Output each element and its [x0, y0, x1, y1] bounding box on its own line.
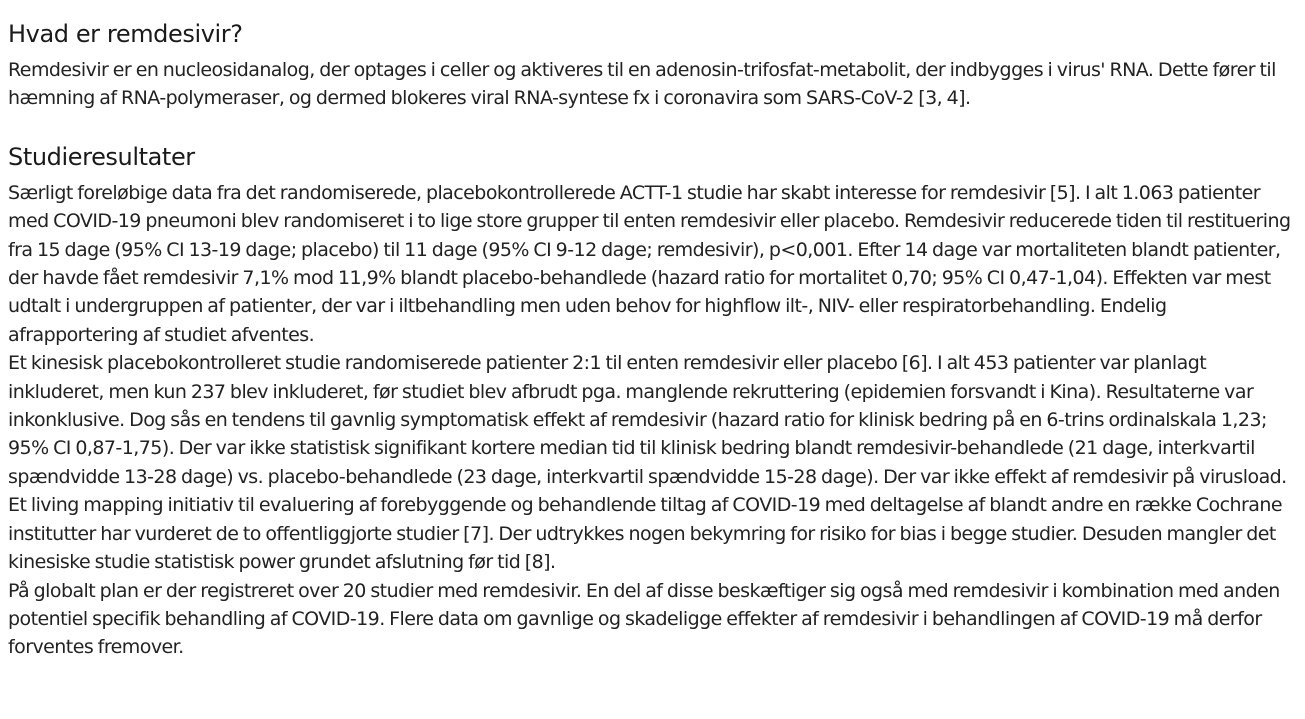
paragraph: Et kinesisk placebokontrolleret studie randomiserede patienter 2:1 til enten remdesivir eller placebo [6]. I alt 453 patienter var planlagt inkluderet, men kun 237 blev inkluderet, før studiet blev afbrudt pga. manglende rekruttering (epidemien forsvandt i Kina). Resultaterne var inkonklusive. Dog sås en tendens til gavnlig symptomatisk effekt af remdesivir (hazard ratio for klinisk bedring på en 6-trins ordinalskala 1,23; 95% CI 0,87-1,75). Der var ikke statistisk signifikant kortere median tid til klinisk bedring blandt remdesivir-behandlede (21 dage, interkvartil spændvidde 13-28 dage) vs. placebo-behandlede (23 dage, interkvartil spændvidde 15-28 dage). Der var ikke effekt af remdesivir på virusload. — [8, 352, 1287, 488]
section-what-is-remdesivir — [8, 16, 1297, 113]
section-heading: Hvad er remdesivir? — [8, 20, 243, 48]
paragraph: Særligt foreløbige data fra det randomiserede, placebokontrollerede ACTT-1 studie har skabt interesse for remdesivir [5]. I alt 1.063 patienter med COVID-19 pneumoni blev randomiseret i to lige store grupper til enten remdesivir eller placebo. Remdesivir reducerede tiden til restituering fra 15 dage (95% CI 13-19 dage; placebo) til 11 dage (95% CI 9-12 dage; remdesivir), p<0,001. Efter 14 dage var mortaliteten blandt patienter, der havde fået remdesivir 7,1% mod 11,9% blandt placebo-behandlede (hazard ratio for mortalitet 0,70; 95% CI 0,47-1,04). Effekten var mest udtalt i undergruppen af patienter, der var i iltbehandling men uden behov for highflow ilt-, NIV- eller respiratorbehandling. Endelig afrapportering af studiet afventes. — [8, 181, 1291, 346]
section-study-results — [8, 139, 1297, 662]
paragraph: På globalt plan er der registreret over 20 studier med remdesivir. En del af disse beskæftiger sig også med remdesivir i kombination med anden potentiel specifik behandling af COVID-19. Flere data om gavnlige og skadeligge effekter af remdesivir i behandlingen af COVID-19 må derfor forventes fremover. — [8, 579, 1280, 659]
section-heading: Studieresultater — [8, 142, 195, 171]
paragraph: Et living mapping initiativ til evaluering af forebyggende og behandlende tiltag af COVID-19 med deltagelse af blandt andre en række Cochrane institutter har vurderet de to offentliggjorte studier [7]. Der udtrykkes nogen bekymring for risiko for bias i begge studier. Desuden mangler det kinesiske studie statistisk power grundet afslutning før tid [8]. — [8, 494, 1283, 574]
paragraph: Remdesivir er en nucleosidanalog, der optages i celler og aktiveres til en adenosin-trifosfat-metabolit, der indbygges i virus' RNA. Dette fører til hæmning af RNA-polymeraser, og dermed blokeres viral RNA-syntese fx i coronavira som SARS-CoV-2 [3, 4]. — [8, 59, 1276, 110]
